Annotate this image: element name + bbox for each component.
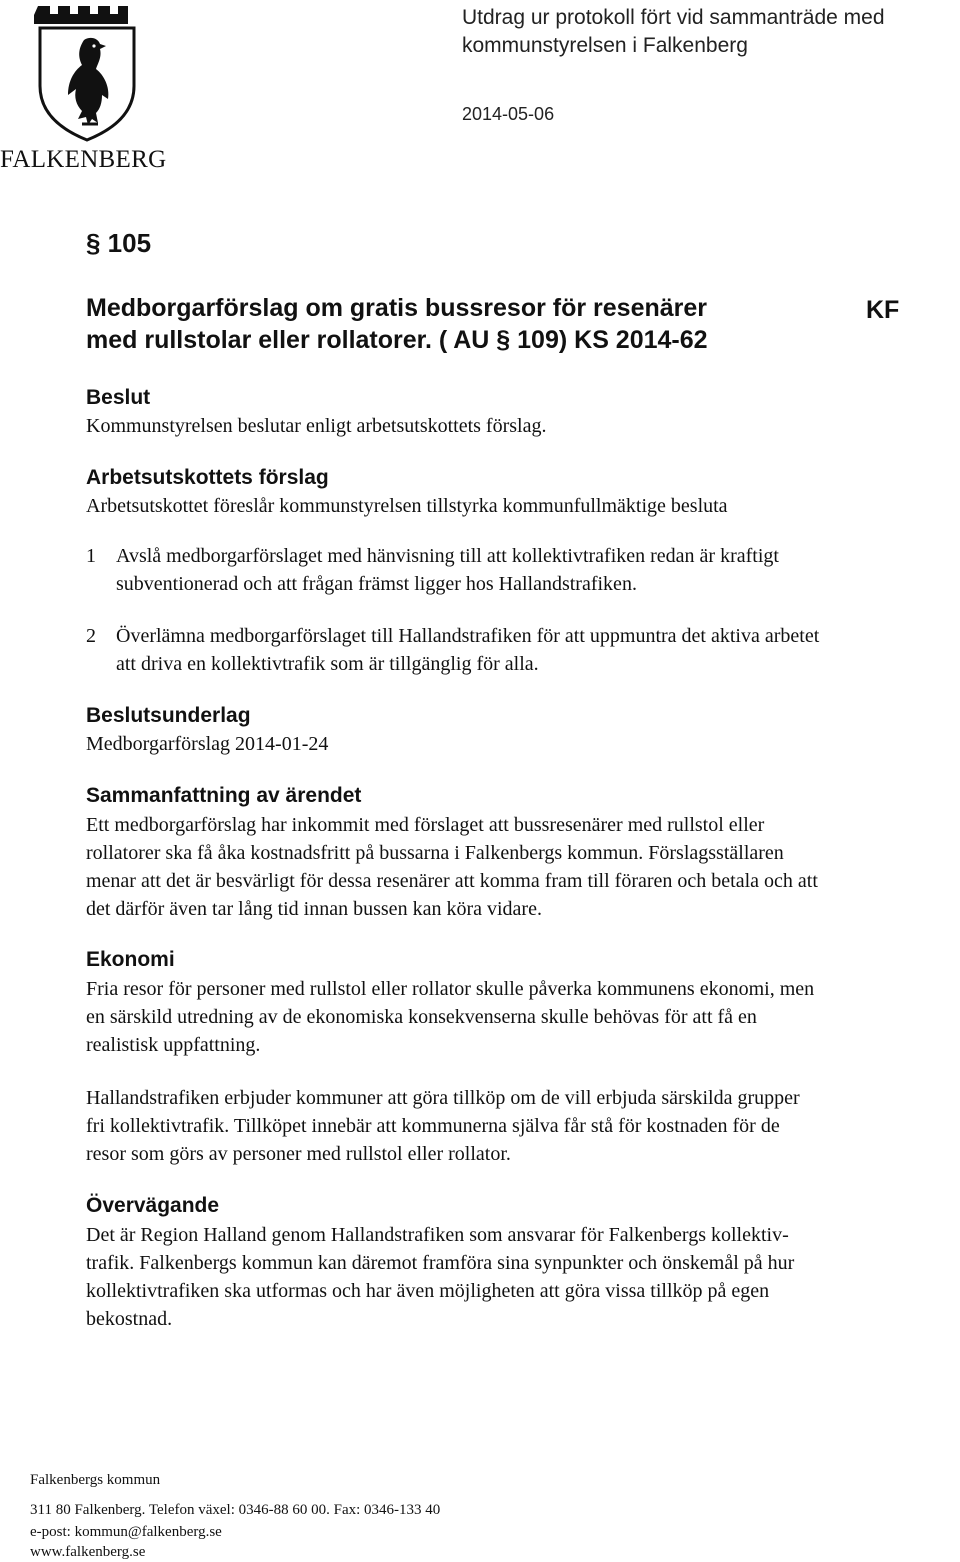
overvagande-line: Det är Region Halland genom Hallandstrafiken som ansvarar för Falkenbergs kollektiv- xyxy=(86,1224,789,1246)
list-item-line: subventionerad och att frågan främst ligger hos Hallandstrafiken. xyxy=(116,573,637,595)
case-title-line1: Medborgarförslag om gratis bussresor för resenärer xyxy=(86,294,708,322)
falkenberg-wordmark: FALKENBERG xyxy=(0,146,167,173)
heading-au-forslag: Arbetsutskottets förslag xyxy=(86,466,329,489)
heading-beslut: Beslut xyxy=(86,386,151,409)
list-item-line: Avslå medborgarförslaget med hänvisning till att kollektivtrafiken redan är kraftigt xyxy=(116,545,779,567)
heading-sammanfattning: Sammanfattning av ärendet xyxy=(86,784,362,807)
ekonomi-line: fri kollektivtrafik. Tillköpet innebär att kommunerna själva får stå för kostnaden för de xyxy=(86,1115,780,1137)
au-forslag-intro: Arbetsutskottet föreslår kommunstyrelsen tillstyrka kommunfullmäktige besluta xyxy=(86,495,728,517)
header-date: 2014-05-06 xyxy=(462,104,555,124)
ekonomi-line: realistisk uppfattning. xyxy=(86,1034,261,1056)
list-item-number: 2 xyxy=(86,625,96,647)
list-item-number: 1 xyxy=(86,545,96,567)
paragraph-number: § 105 xyxy=(86,228,152,258)
header-title-line2: kommunstyrelsen i Falkenberg xyxy=(462,34,748,57)
sammanfattning-line: det därför även tar lång tid innan bussen kan köra vidare. xyxy=(86,898,542,920)
heading-overvagande: Övervägande xyxy=(86,1194,220,1217)
sammanfattning-line: menar att det är besvärligt för dessa resenärer att komma fram till föraren och betala och att xyxy=(86,870,818,892)
overvagande-line: trafik. Falkenbergs kommun kan däremot framföra sina synpunkter och önskemål på hur xyxy=(86,1252,795,1274)
ekonomi-line: Hallandstrafiken erbjuder kommuner att göra tillköp om de vill erbjuda särskilda grupper xyxy=(86,1087,800,1109)
overvagande-line: kollektivtrafiken ska utformas och har även möjligheten att göra vissa tillköp på egen xyxy=(86,1280,770,1302)
footer-email[interactable]: e-post: kommun@falkenberg.se xyxy=(30,1524,222,1540)
footer-org: Falkenbergs kommun xyxy=(30,1472,161,1488)
list-item-line: att driva en kollektivtrafik som är tillgänglig för alla. xyxy=(116,653,539,675)
recipient-code: KF xyxy=(866,296,900,324)
ekonomi-line: en särskild utredning av de ekonomiska konsekvenserna skulle behövas för att få en xyxy=(86,1006,757,1028)
footer-address: 311 80 Falkenberg. Telefon växel: 0346-88 60 00. Fax: 0346-133 40 xyxy=(30,1502,441,1518)
list-item-line: Överlämna medborgarförslaget till Hallandstrafiken för att uppmuntra det aktiva arbetet xyxy=(116,625,820,647)
ekonomi-line: resor som görs av personer med rullstol eller rollator. xyxy=(86,1143,511,1165)
beslutsunderlag-text: Medborgarförslag 2014-01-24 xyxy=(86,733,329,755)
sammanfattning-line: Ett medborgarförslag har inkommit med förslaget att bussresenärer med rullstol eller xyxy=(86,814,765,836)
heading-beslutsunderlag: Beslutsunderlag xyxy=(86,704,251,727)
sammanfattning-line: rollatorer ska få åka kostnadsfritt på bussarna i Falkenbergs kommun. Förslagsställaren xyxy=(86,842,784,864)
beslut-text: Kommunstyrelsen beslutar enligt arbetsutskottets förslag. xyxy=(86,415,547,437)
ekonomi-line: Fria resor för personer med rullstol eller rollator skulle påverka kommunens ekonomi, men xyxy=(86,978,815,1000)
case-title-line2: med rullstolar eller rollatorer. ( AU § 109) KS 2014-62 xyxy=(86,326,708,354)
footer-website[interactable]: www.falkenberg.se xyxy=(30,1544,146,1560)
header-title-line1: Utdrag ur protokoll fört vid sammanträde med xyxy=(462,6,885,29)
overvagande-line: bekostnad. xyxy=(86,1308,173,1330)
heading-ekonomi: Ekonomi xyxy=(86,948,175,971)
falkenberg-coat-of-arms-icon xyxy=(34,2,140,142)
